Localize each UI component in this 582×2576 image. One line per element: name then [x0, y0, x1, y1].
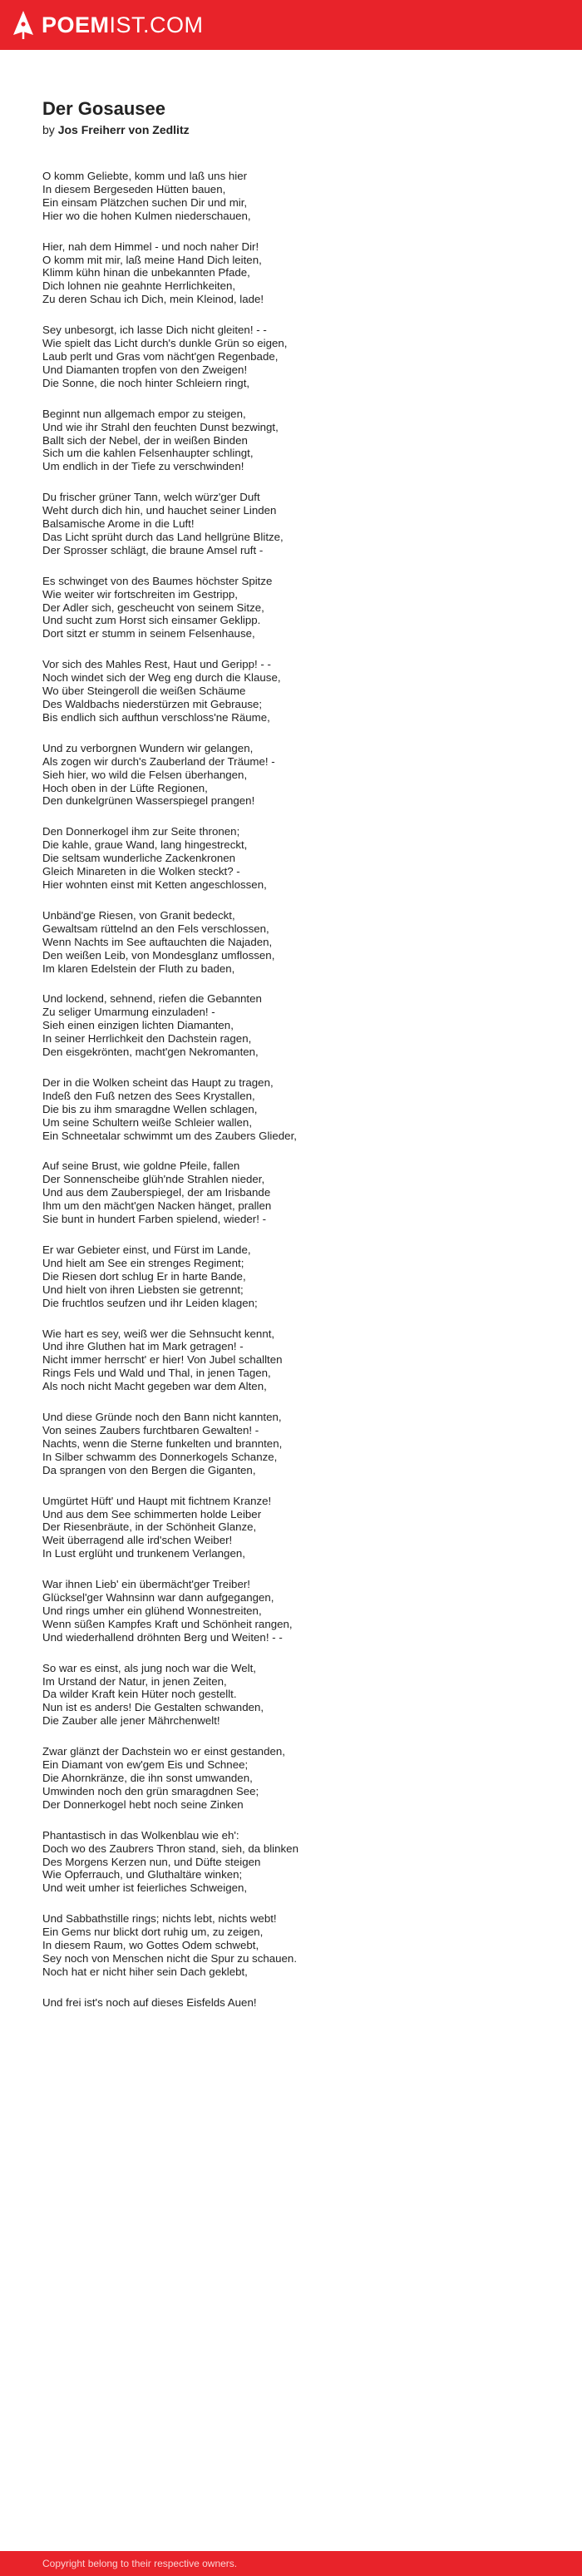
poem-line: Und rings umher ein glühend Wonnestreiten, — [42, 1604, 262, 1617]
poem-line: Von seines Zaubers furchtbaren Gewalten! - — [42, 1423, 259, 1436]
poem-line: Wo über Steingeroll die weißen Schäume — [42, 685, 246, 698]
poem-line: Als noch nicht Macht gegeben war dem Alten, — [42, 1380, 267, 1393]
poem-line: Und aus dem See schimmerten holde Leiber — [42, 1507, 262, 1520]
poem-stanza — [42, 1829, 541, 1896]
logo-text-light: IST.COM — [109, 12, 204, 37]
poem-stanza — [42, 909, 541, 976]
poem-line: Noch windet sich der Weg eng durch die Klause, — [42, 671, 281, 685]
poem-line: So war es einst, als jung noch war die Welt, — [42, 1661, 256, 1674]
poem-line: Unbänd'ge Riesen, von Granit bedeckt, — [42, 908, 235, 922]
poem-line: O komm Geliebte, komm und laß uns hier — [42, 170, 248, 182]
poem-line: Klimm kühn hinan die unbekannten Pfade, — [42, 266, 250, 279]
quill-pen-icon — [12, 10, 35, 40]
poem-stanza — [42, 1745, 541, 1812]
poem-line: Indeß den Fuß netzen des Sees Krystallen, — [42, 1089, 255, 1102]
poem-line: Nachts, wenn die Sterne funkelten und brannten, — [42, 1436, 283, 1450]
poem-line: Den Donnerkogel ihm zur Seite thronen; — [42, 825, 240, 838]
poem-stanza — [42, 240, 541, 307]
poem-line: Zwar glänzt der Dachstein wo er einst gestanden, — [42, 1745, 285, 1758]
poem-line: Wie hart es sey, weiß wer die Sehnsucht kennt, — [42, 1327, 275, 1340]
poem-stanza — [42, 170, 541, 223]
poem-line: War ihnen Lieb' ein übermächt'ger Treiber! — [42, 1578, 250, 1591]
poem-line: Und wie ihr Strahl den feuchten Dunst bezwingt, — [42, 420, 279, 433]
poem-line: Laub perlt und Gras vom nächt'gen Regenbade, — [42, 349, 279, 363]
poem-line: Hier wo die hohen Kulmen niederschauen, — [42, 209, 251, 222]
copyright-text: Copyright belong to their respective owners. — [42, 2558, 238, 2569]
poem-line: Und diese Gründe noch den Bann nicht kannten, — [42, 1411, 282, 1424]
poem-line: Um seine Schultern weiße Schleier wallen, — [42, 1115, 253, 1129]
poem-line: Auf seine Brust, wie goldne Pfeile, fallen — [42, 1159, 240, 1173]
site-logo[interactable] — [12, 10, 204, 40]
poem-line: Den eisgekrönten, macht'gen Nekromanten, — [42, 1046, 259, 1059]
poem-line: Und aus dem Zauberspiegel, der am Irisbande — [42, 1186, 271, 1199]
poem-line: Er war Gebieter einst, und Fürst im Lande, — [42, 1244, 251, 1256]
poem-stanza — [42, 992, 541, 1059]
poem-line: Den weißen Leib, von Mondesglanz umflossen, — [42, 948, 275, 962]
poem-line: Wie Opferrauch, und Gluthaltäre winken; — [42, 1868, 243, 1881]
poem-line: Es schwinget von des Baumes höchster Spitze — [42, 574, 273, 587]
poem-line: Die kahle, graue Wand, lang hingestreckt, — [42, 838, 248, 852]
poem-stanza — [42, 1662, 541, 1728]
poem-line: Der in die Wolken scheint das Haupt zu tragen, — [42, 1075, 274, 1089]
poem-line: Ein Diamant von ew'gem Eis und Schnee; — [42, 1758, 249, 1772]
poem-line: Hoch oben in der Lüfte Regionen, — [42, 781, 208, 794]
poem-line: Ein Schneetalar schwimmt um des Zaubers Glieder, — [42, 1129, 297, 1142]
poem-line: Im Urstand der Natur, in jenen Zeiten, — [42, 1674, 227, 1688]
poem-line: Die fruchtlos seufzen und ihr Leiden klagen; — [42, 1296, 258, 1309]
poem-line: Und hielt am See ein strenges Regiment; — [42, 1256, 244, 1269]
poem-line: Sieh hier, wo wild die Felsen überhangen, — [42, 768, 248, 781]
poem-line: Weit überragend alle ird'schen Weiber! — [42, 1534, 233, 1547]
poem-line: Weht durch dich hin, und hauchet seiner Linden — [42, 504, 277, 517]
logo-text-bold: POEM — [42, 12, 110, 37]
site-footer — [0, 2551, 582, 2576]
poem-line: Dich lohnen nie geahnte Herrlichkeiten, — [42, 279, 236, 293]
poem-stanza — [42, 575, 541, 641]
poem-line: Und frei ist's noch auf dieses Eisfelds Auen! — [42, 1995, 257, 2009]
poem-stanza — [42, 825, 541, 892]
poem-line: Hier, nah dem Himmel - und noch naher Dir! — [42, 240, 259, 253]
poem-line: Gewaltsam rüttelnd an den Fels verschlossen, — [42, 922, 269, 935]
poem-stanza — [42, 1495, 541, 1561]
poem-line: Der Riesenbräute, in der Schönheit Glanze, — [42, 1520, 257, 1534]
poem-line: Die seltsam wunderliche Zackenkronen — [42, 852, 236, 865]
poem-line: Das Licht sprüht durch das Land hellgrüne Blitze, — [42, 530, 284, 543]
poem-line: Sich um die kahlen Felsenhaupter schlingt, — [42, 447, 254, 460]
poem-stanza — [42, 1996, 541, 2010]
poem-line: Gleich Minareten in die Wolken steckt? - — [42, 865, 240, 878]
poem-line: Umgürtet Hüft' und Haupt mit fichtnem Kranze! — [42, 1494, 272, 1507]
poem-stanza — [42, 1578, 541, 1644]
poem-line: Zu deren Schau ich Dich, mein Kleinod, lade! — [42, 293, 264, 306]
poem-line: Den dunkelgrünen Wasserspiegel prangen! — [42, 794, 255, 808]
poem-line: Ihm um den mächt'gen Nacken hänget, prallen — [42, 1199, 272, 1213]
poem-line: Die bis zu ihm smaragdne Wellen schlagen, — [42, 1102, 258, 1115]
poem-line: In diesem Bergeseden Hütten bauen, — [42, 182, 226, 195]
poem-line: Beginnt nun allgemach empor zu steigen, — [42, 407, 246, 420]
poem-line: Im klaren Edelstein der Fluth zu baden, — [42, 962, 235, 975]
poem-stanza — [42, 658, 541, 724]
poem-title: Der Gosausee — [42, 98, 165, 119]
poem-line: Sey unbesorgt, ich lasse Dich nicht gleiten! - - — [42, 324, 267, 337]
poem-line: Wie spielt das Licht durch's dunkle Grün so eigen, — [42, 337, 288, 350]
poem-line: In seiner Herrlichkeit den Dachstein ragen, — [42, 1032, 252, 1046]
poem-line: Und ihre Gluthen hat im Mark getragen! - — [42, 1340, 244, 1353]
poem-line: Die Ahornkränze, die ihn sonst umwanden, — [42, 1772, 253, 1784]
author-link[interactable]: Jos Freiherr von Zedlitz — [57, 123, 190, 136]
poem-line: Umwinden noch den grün smaragdnen See; — [42, 1784, 259, 1797]
poem-stanza — [42, 1244, 541, 1310]
poem-line: Sie bunt in hundert Farben spielend, wieder! - — [42, 1213, 267, 1226]
poem-line: Wie weiter wir fortschreiten im Gestripp, — [42, 587, 238, 601]
poem-line: Hier wohnten einst mit Ketten angeschlossen, — [42, 878, 267, 891]
poem-line: Die Zauber alle jener Mährchenwelt! — [42, 1714, 220, 1728]
poem-line: Sieh einen einzigen lichten Diamanten, — [42, 1019, 234, 1032]
poem-line: Da wilder Kraft kein Hüter noch gestellt. — [42, 1688, 237, 1701]
poem-line: Noch hat er nicht hiher sein Dach geklebt, — [42, 1965, 248, 1978]
poem-line: Nun ist es anders! Die Gestalten schwanden, — [42, 1701, 264, 1714]
poem-line: Sey noch von Menschen nicht die Spur zu schauen. — [42, 1951, 298, 1965]
poem-line: Ein Gems nur blickt dort ruhig um, zu zeigen, — [42, 1926, 264, 1939]
poem-line: Die Riesen dort schlug Er in harte Bande, — [42, 1269, 246, 1283]
poem-line: Der Sonnenscheibe glüh'nde Strahlen nieder, — [42, 1173, 265, 1186]
poem-line: Wenn Nachts im See auftauchten die Najaden, — [42, 935, 273, 948]
poem-line: Die Sonne, die noch hinter Schleiern ringt, — [42, 376, 250, 389]
poem-line: Und Diamanten tropfen von den Zweigen! — [42, 363, 248, 376]
poem-line: In diesem Raum, wo Gottes Odem schwebt, — [42, 1939, 259, 1952]
poem-line: Ein einsam Plätzchen suchen Dir und mir, — [42, 195, 248, 209]
poem-stanza — [42, 1076, 541, 1143]
poem-line: Zu seliger Umarmung einzuladen! - — [42, 1006, 215, 1019]
poem-byline — [42, 122, 541, 137]
poem-line: Und Sabbathstille rings; nichts lebt, nichts webt! — [42, 1912, 277, 1926]
poem-line: Dort sitzt er stumm in seinem Felsenhause, — [42, 627, 255, 640]
poem-stanza — [42, 324, 541, 390]
poem-line: Der Adler sich, gescheucht von seinem Sitze, — [42, 601, 264, 614]
poem-line: Und zu verborgnen Wundern wir gelangen, — [42, 741, 254, 754]
poem-line: Rings Fels und Wald und Thal, in jenen Tagen, — [42, 1367, 271, 1380]
poem-line: Als zogen wir durch's Zauberland der Träume! - — [42, 754, 275, 768]
site-logo-text — [42, 12, 204, 38]
poem-line: Und wiederhallend dröhnten Berg und Weiten! - - — [42, 1630, 283, 1644]
poem-line: Vor sich des Mahles Rest, Haut und Geripp! - - — [42, 658, 271, 671]
poem-line: Nicht immer herrscht' er hier! Von Jubel schallten — [42, 1353, 283, 1367]
poem-stanza — [42, 491, 541, 557]
poem-content — [42, 98, 541, 2027]
poem-line: Der Donnerkogel hebt noch seine Zinken — [42, 1797, 244, 1811]
poem-line: O komm mit mir, laß meine Hand Dich leiten, — [42, 253, 262, 266]
poem-stanza — [42, 742, 541, 808]
poem-line: Bis endlich sich aufthun verschloss'ne Räume, — [42, 710, 270, 724]
poem-line: Wenn süßen Kampfes Kraft und Schönheit rangen, — [42, 1617, 293, 1630]
poem-line: Da sprangen von den Bergen die Giganten, — [42, 1463, 256, 1476]
poem-line: In Silber schwamm des Donnerkogels Schanze, — [42, 1450, 278, 1463]
poem-stanza — [42, 1328, 541, 1394]
by-label: by — [42, 123, 55, 136]
poem-line: Glücksel'ger Wahnsinn war dann aufgegangen, — [42, 1591, 274, 1604]
poem-line: Balsamische Arome in die Luft! — [42, 517, 195, 531]
poem-line: Und lockend, sehnend, riefen die Gebannten — [42, 992, 262, 1006]
poem-line: Doch wo des Zaubrers Thron stand, sieh, da blinken — [42, 1842, 298, 1855]
poem-line: Du frischer grüner Tann, welch würz'ger Duft — [42, 491, 260, 504]
poem-line: Und weit umher ist feierliches Schweigen, — [42, 1881, 248, 1895]
poem-stanza — [42, 1912, 541, 1979]
poem-line: Des Morgens Kerzen nun, und Düfte steigen — [42, 1855, 261, 1868]
poem-stanza — [42, 1411, 541, 1477]
poem-body — [42, 170, 541, 2010]
poem-line: Des Waldbachs niederstürzen mit Gebrause; — [42, 698, 263, 710]
poem-line: Um endlich in der Tiefe zu verschwinden! — [42, 460, 244, 473]
poem-line: Und hielt von ihren Liebsten sie getrennt; — [42, 1283, 244, 1296]
poem-line: Phantastisch in das Wolkenblau wie eh': — [42, 1828, 239, 1842]
site-header — [0, 0, 582, 50]
poem-line: Und sucht zum Horst sich einsamer Geklipp. — [42, 614, 261, 627]
poem-stanza — [42, 408, 541, 474]
poem-stanza — [42, 1159, 541, 1226]
poem-line: Der Sprosser schlägt, die braune Amsel ruft - — [42, 543, 264, 556]
poem-line: Ballt sich der Nebel, der in weißen Binden — [42, 433, 248, 447]
poem-line: In Lust erglüht und trunkenem Verlangen, — [42, 1547, 245, 1560]
